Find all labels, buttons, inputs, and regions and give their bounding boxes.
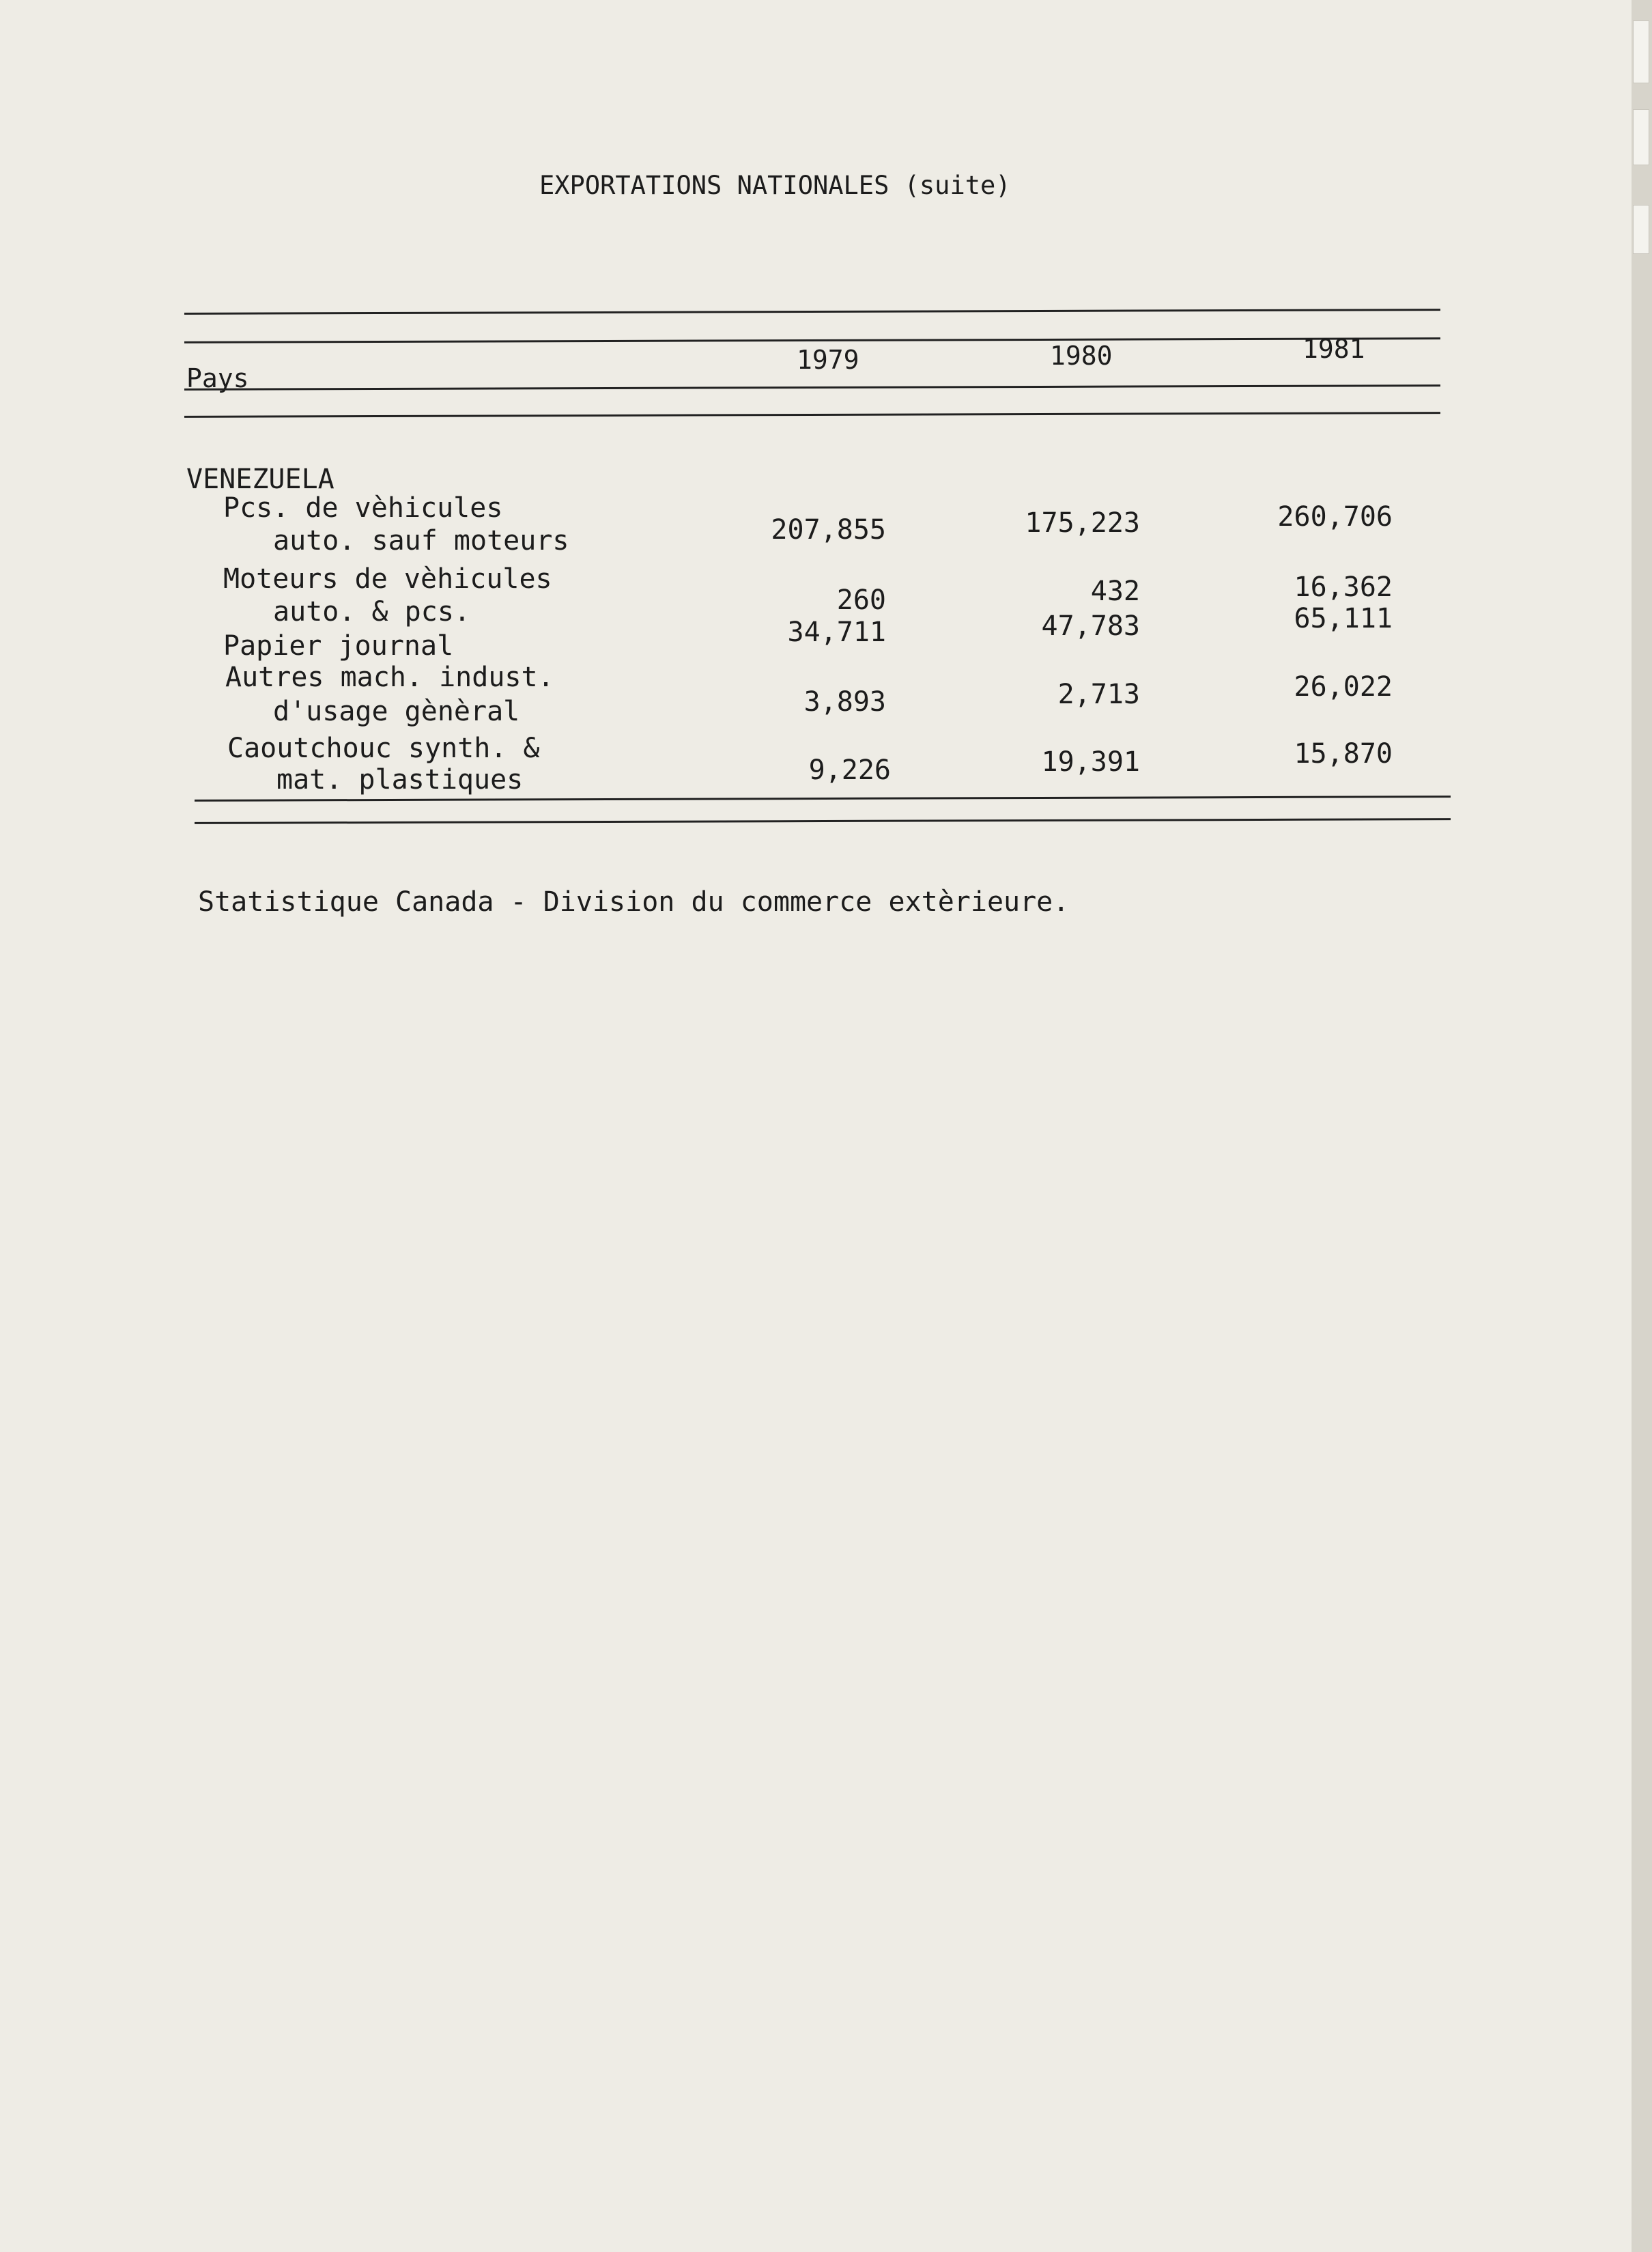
value-1979: 3,893: [803, 686, 886, 718]
row-label-line: Pcs. de vèhicules: [223, 492, 503, 524]
value-1981: 65,111: [1294, 603, 1393, 634]
row-label-line: Caoutchouc synth. &: [227, 733, 540, 764]
table-bottom-rule: [195, 796, 1451, 802]
row-label-line: auto. & pcs.: [273, 596, 470, 628]
value-1980: 47,783: [1041, 610, 1140, 642]
page-edge: [1632, 0, 1652, 2252]
table-top-rule: [184, 309, 1440, 315]
value-1981: 26,022: [1294, 671, 1393, 703]
row-label-line: d'usage gènèral: [273, 696, 520, 727]
value-1980: 19,391: [1041, 746, 1140, 778]
document-title: EXPORTATIONS NATIONALES (suite): [539, 171, 1011, 200]
row-label-line: Papier journal: [223, 630, 454, 662]
value-1979: 9,226: [808, 755, 891, 786]
table-bottom-rule-2: [195, 818, 1451, 824]
row-label-line: auto. sauf moteurs: [273, 525, 569, 557]
value-1981: 15,870: [1294, 738, 1393, 770]
page-tab: [1633, 20, 1649, 83]
column-header-country: Pays: [186, 363, 249, 393]
column-header-1980: 1980: [1050, 341, 1113, 371]
page-tab: [1633, 109, 1649, 165]
section-country: VENEZUELA: [186, 464, 334, 495]
value-1979: 34,711: [787, 617, 886, 648]
column-header-1979: 1979: [797, 345, 859, 375]
row-label-line: Autres mach. indust.: [225, 662, 554, 693]
value-1980: 432: [1090, 576, 1140, 607]
column-header-1981: 1981: [1302, 334, 1365, 364]
value-1981: 260,706: [1277, 501, 1393, 533]
table-top-rule-2: [184, 337, 1440, 343]
page-tab: [1633, 205, 1649, 254]
value-1981: 16,362: [1294, 572, 1393, 603]
header-bottom-rule-2: [184, 412, 1440, 418]
value-1980: 175,223: [1025, 507, 1140, 539]
header-bottom-rule: [184, 384, 1440, 391]
value-1979: 207,855: [771, 514, 886, 546]
row-label-line: mat. plastiques: [276, 764, 524, 796]
row-label-line: Moteurs de vèhicules: [223, 563, 552, 595]
source-note: Statistique Canada - Division du commerce extèrieure.: [198, 886, 1070, 918]
value-1979: 260: [836, 585, 886, 616]
value-1980: 2,713: [1057, 679, 1140, 710]
